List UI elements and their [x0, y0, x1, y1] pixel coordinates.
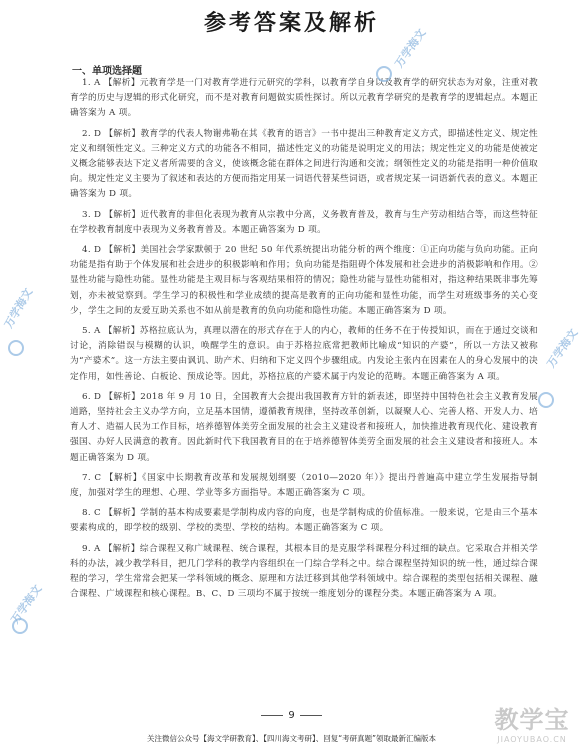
- answer-item-6: 6. D 【解析】2018 年 9 月 10 日，全国教育大会提出我国教育方针的新表述，即坚持中国特色社会主义教育发展道路，坚持社会主义办学方向，立足基本国情，遵循教育规律，坚持改革创新，以凝聚人心、完善人格、开发人力、培育人才、造福人民为工作目标，培养德智体美劳全面发展的社会主义建设者和接班人，加快推进教育现代化、建设教育强国、办好人民满意的教育。因此新时代下我国教育目的在于培养德智体美劳全面发展的社会主义建设者和接班人。本题正确答案为 D 项。: [70, 391, 538, 463]
- answer-item-1: 1. A 【解析】元教育学是一门对教育学进行元研究的学科，以教育学自身以及教育学的研究状态为对象，注重对教育学的历史与逻辑的形式化研究，而不是对教育问题做实质性探讨。所以元教育学研究的是教育学的逻辑起点。本题正确答案为 A 项。: [70, 78, 538, 119]
- answer-item-5: 5. A 【解析】苏格拉底认为，真理以潜在的形式存在于人的内心，教师的任务不在于传授知识，而在于通过交谈和讨论，消除错误与模糊的认识，唤醒学生的意识。由于苏格拉底常把教师比喻成“知识的产婆”，所以一方法又被称为“产婆术”。这一方法主要由讽讥、助产术、归纳和下定义四个步骤组成。内发论主张内在因素在人的身心发展中的决定作用，如性善论、白板论、预成论等。因此，苏格拉底的产婆术属于内发论的范畴。本题正确答案为 A 项。: [70, 326, 538, 382]
- footer-note: 关注微信公众号【海文学研教育】、【四川海文考研】、回复“考研真题”领取最新汇编版本: [146, 734, 437, 743]
- site-logo-text: 教学宝: [494, 706, 570, 734]
- watermark-text: 万学海文: [392, 26, 429, 71]
- watermark-text: 万学海文: [1, 285, 36, 331]
- site-logo: [487, 700, 577, 744]
- section-heading: 一、单项选择题: [72, 66, 142, 77]
- answer-list: [70, 76, 538, 604]
- watermark-text: 万学海文: [544, 326, 581, 371]
- answer-item-9: 9. A 【解析】综合课程又称广域课程、统合课程，其根本目的是克服学科课程分科过细的缺点。它采取合并相关学科的办法，减少教学科目，把几门学科的教学内容组织在一门综合学科之中。综合课程坚持知识的统一性，通过综合课程的学习，学生常常会把某一学科领域的概念、原理和方法迁移到其他学科领域中。综合课程的类型包括相关课程、融合课程、广域课程和核心课程。B、C、D 三项均不属于按统一维度划分的课程分类。本题正确答案为 A 项。: [70, 543, 538, 600]
- watermark-text: 万学海文: [8, 582, 45, 627]
- page-number: 9: [0, 710, 583, 721]
- answer-item-4: 4. D 【解析】美国社会学家默顿于 20 世纪 50 年代系统提出功能分析的两个维度：①正向功能与负向功能。正向功能是指有助于个体发展和社会进步的积极影响和作用；负向功能是指阻碍个体发展和社会进步的消极影响和作用。②显性功能与隐性功能。显性功能是主观目标与客观结果相符的情况；隐性功能与显性功能相对，指这种结果既非事先筹划，亦未被觉察到。学生学习的积极性和学业成绩的提高是教育的正向功能和显性功能，而学生对班级事务的关心变少，学生之间的友爱互助关系也不如从前是教育的负向功能和隐性功能。本题正确答案为 D 项。: [70, 245, 538, 316]
- page-title: 参考答案及解析: [203, 10, 379, 36]
- answer-item-8: 8. C 【解析】学制的基本构成要素是学制构成内容的向度，也是学制构成的价值标准。一般来说，它是由三个基本要素构成的，即学校的级别、学校的类型、学校的结构。本题正确答案为 C 项。: [70, 508, 538, 534]
- site-logo-url: JIAOYUBAO.CN: [497, 735, 567, 744]
- watermark-seal-icon: [8, 340, 24, 356]
- answer-item-7: 7. C 【解析】《国家中长期教育改革和发展规划纲要（2010—2020 年）》提出丹普遍高中建立学生发展指导制度，加强对学生的理想、心理、学业等多方面指导。本题正确答案为 C 项。: [70, 472, 538, 499]
- answer-item-2: 2. D 【解析】教育学的代表人物谢弗勒在其《教育的语言》一书中提出三种教育定义方式，即描述性定义、规定性定义和纲领性定义。三种定义方式的功能各不相同，描述性定义的功能是说明定义的用法；规定性定义的功能是使被定义概念能够表达下定义者所需要的含义，使该概念能在群体之间进行沟通和交流；纲领性定义的功能是指明一种价值取向。规定性定义主要为了叙述和表达的方便而指定用某一词语代替某些词语，或者规定某一词语新代表的意义。本题正确答案为 D 项。: [70, 128, 538, 200]
- watermark-seal-icon: [376, 66, 392, 82]
- watermark-seal-icon: [538, 392, 554, 408]
- answer-item-3: 3. D 【解析】近代教育的非但化表现为教育从宗教中分离，义务教育普及，教育与生产劳动相结合等，而这些特征在学校教育制度中表现为义务教育普及。本题正确答案为 D 项。: [70, 209, 538, 235]
